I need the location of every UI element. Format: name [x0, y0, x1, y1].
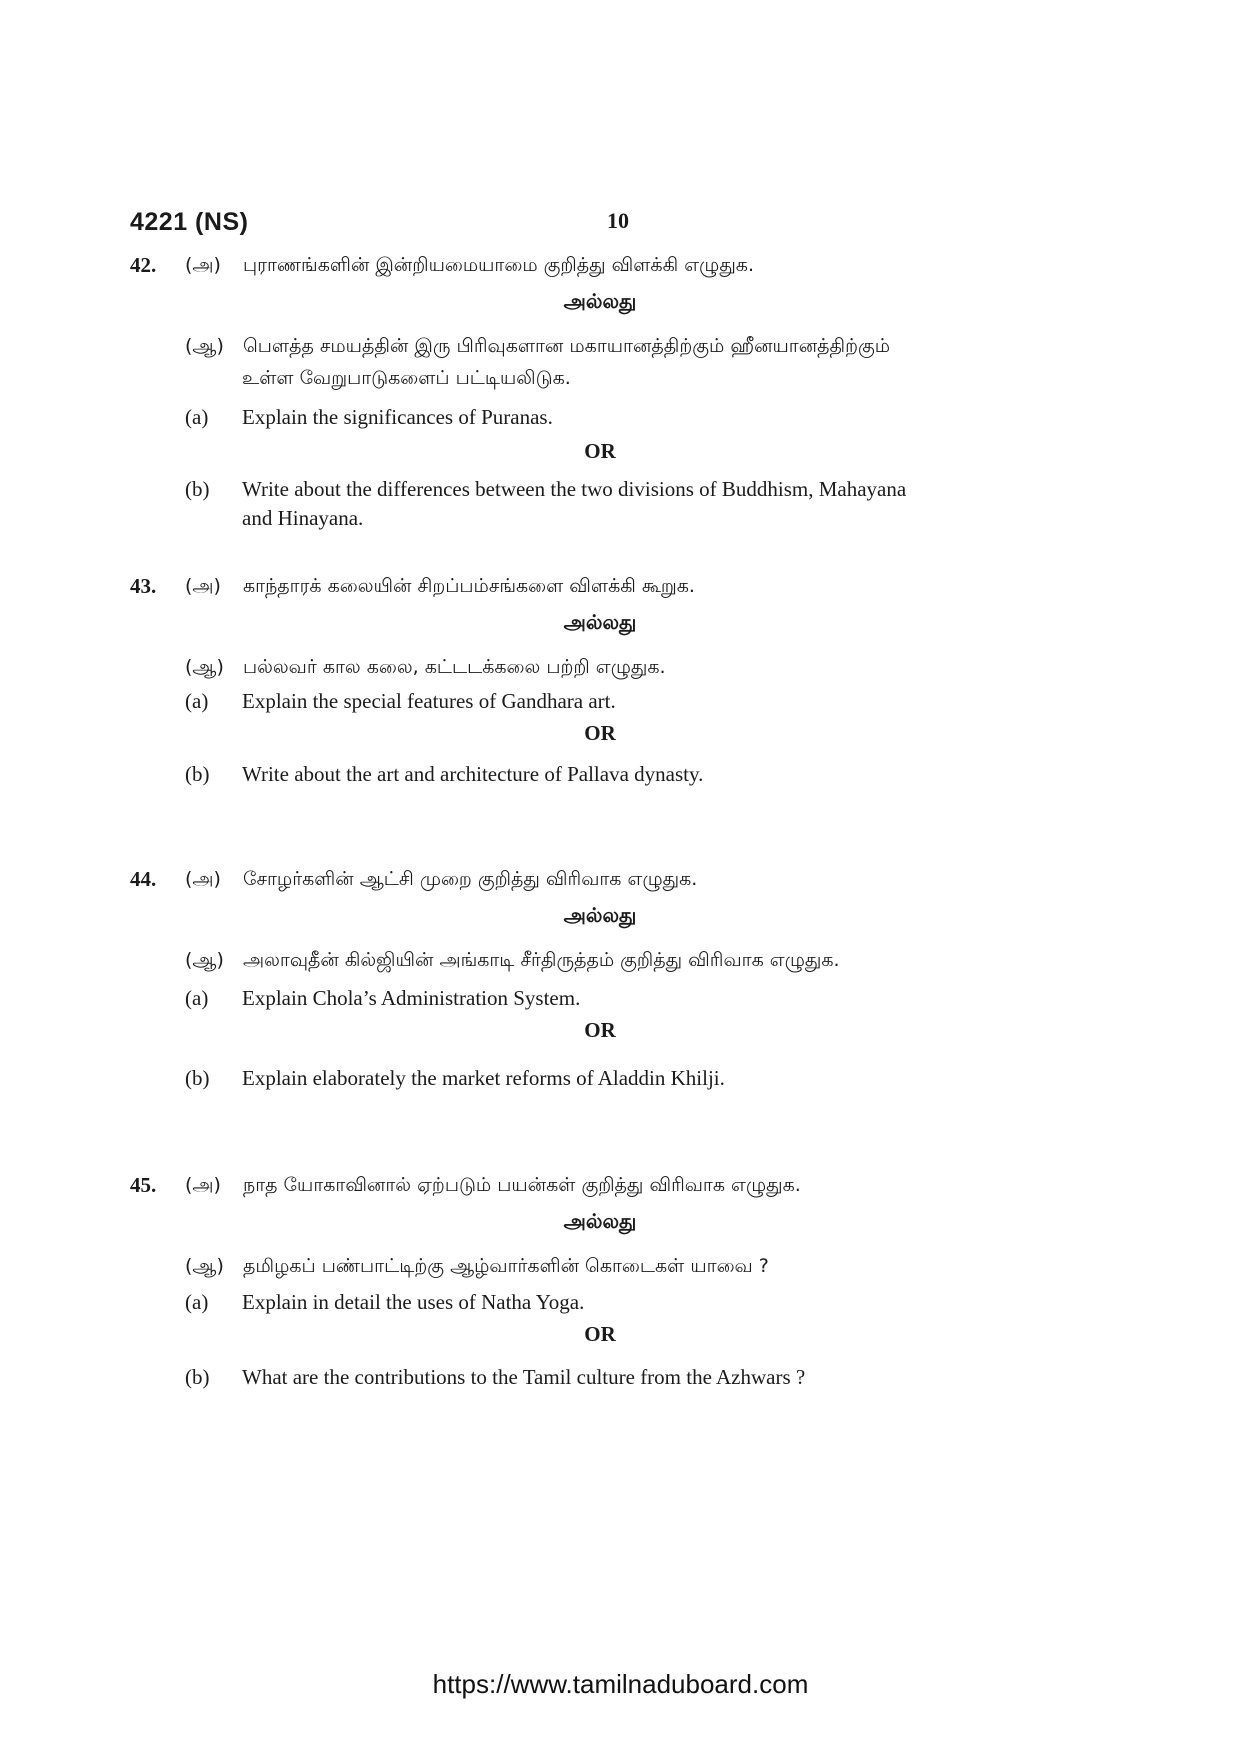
english-option-b: [185, 758, 703, 790]
header-code: 4221 (NS): [130, 208, 249, 236]
option-text: Write about the art and architecture of Pallava dynasty.: [242, 762, 704, 786]
option-marker: (ஆ): [185, 949, 224, 971]
tamil-option-a: [185, 570, 695, 602]
english-option-a: [185, 685, 616, 717]
option-marker: (a): [185, 405, 209, 429]
question-number: 44.: [130, 867, 157, 891]
option-text: காந்தாரக் கலையின் சிறப்பம்சங்களை விளக்கி கூறுக.: [243, 575, 695, 597]
option-text: பல்லவர் கால கலை, கட்டடக்கலை பற்றி எழுதுக.: [243, 656, 666, 678]
option-text: புராணங்களின் இன்றியமையாமை குறித்து விளக்கி எழுதுக.: [243, 254, 754, 276]
english-option-b: [185, 473, 906, 505]
english-option-a: [185, 982, 580, 1014]
tamil-option-a: [185, 1169, 801, 1201]
option-text: சோழர்களின் ஆட்சி முறை குறித்து விரிவாக எழுதுக.: [243, 868, 698, 890]
tamil-option-b: [185, 1250, 769, 1282]
option-text: பௌத்த சமயத்தின் இரு பிரிவுகளான மகாயானத்திற்கும் ஹீனயானத்திற்கும்: [243, 335, 891, 357]
tamil-option-b: [185, 944, 840, 976]
option-text: Explain the special features of Gandhara art.: [242, 689, 616, 713]
option-text: Explain Chola’s Administration System.: [242, 986, 581, 1010]
option-text: Explain the significances of Puranas.: [242, 405, 553, 429]
option-marker: (ஆ): [185, 656, 224, 678]
option-text: அலாவுதீன் கில்ஜியின் அங்காடி சீர்திருத்தம் குறித்து விரிவாக எழுதுக.: [243, 949, 840, 971]
tamil-option-b: [185, 330, 890, 362]
option-marker: (ஆ): [185, 1255, 224, 1277]
tamil-or-label: அல்லது: [563, 903, 637, 927]
english-or-label: OR: [584, 1322, 616, 1346]
question-number: 45.: [130, 1173, 157, 1197]
option-marker: (a): [185, 689, 209, 713]
question-42: [130, 249, 1070, 539]
option-marker: (a): [185, 986, 209, 1010]
page-number: 10: [607, 208, 629, 233]
english-or-label: OR: [584, 439, 616, 463]
option-text: Explain in detail the uses of Natha Yoga.: [242, 1290, 585, 1314]
option-marker: (b): [185, 1365, 210, 1389]
english-option-a: [185, 1286, 584, 1318]
option-text: தமிழகப் பண்பாட்டிற்கு ஆழ்வார்களின் கொடைகள் யாவை ?: [243, 1255, 769, 1277]
option-text: Explain elaborately the market reforms of Aladdin Khilji.: [242, 1066, 725, 1090]
english-or-label: OR: [584, 1018, 616, 1042]
question-45: [130, 1169, 1070, 1409]
tamil-option-b-continuation: உள்ள வேறுபாடுகளைப் பட்டியலிடுக.: [242, 367, 571, 389]
question-43: [130, 570, 1070, 810]
english-option-a: [185, 401, 553, 433]
option-text: What are the contributions to the Tamil culture from the Azhwars ?: [242, 1365, 806, 1389]
question-number: 43.: [130, 574, 157, 598]
option-text: Write about the differences between the two divisions of Buddhism, Mahayana: [242, 477, 907, 501]
option-marker: (b): [185, 477, 210, 501]
english-option-b-continuation: and Hinayana.: [242, 506, 364, 530]
tamil-option-a: [185, 863, 697, 895]
option-marker: (அ): [185, 575, 221, 597]
question-44: [130, 863, 1070, 1103]
option-text: நாத யோகாவினால் ஏற்படும் பயன்கள் குறித்து விரிவாக எழுதுக.: [243, 1174, 801, 1196]
option-marker: (a): [185, 1290, 209, 1314]
option-marker: (அ): [185, 1174, 221, 1196]
tamil-or-label: அல்லது: [563, 1209, 637, 1233]
option-marker: (அ): [185, 868, 221, 890]
footer-url-link[interactable]: https://www.tamilnaduboard.com: [432, 1669, 809, 1699]
tamil-or-label: அல்லது: [563, 289, 637, 313]
option-marker: (ஆ): [185, 335, 224, 357]
tamil-option-a: [185, 249, 754, 281]
option-marker: (b): [185, 1066, 210, 1090]
tamil-option-b: [185, 651, 666, 683]
english-option-b: [185, 1062, 725, 1094]
english-option-b: [185, 1361, 805, 1393]
question-number: 42.: [130, 253, 157, 277]
option-marker: (அ): [185, 254, 221, 276]
english-or-label: OR: [584, 721, 616, 745]
option-marker: (b): [185, 762, 210, 786]
tamil-or-label: அல்லது: [563, 610, 637, 634]
